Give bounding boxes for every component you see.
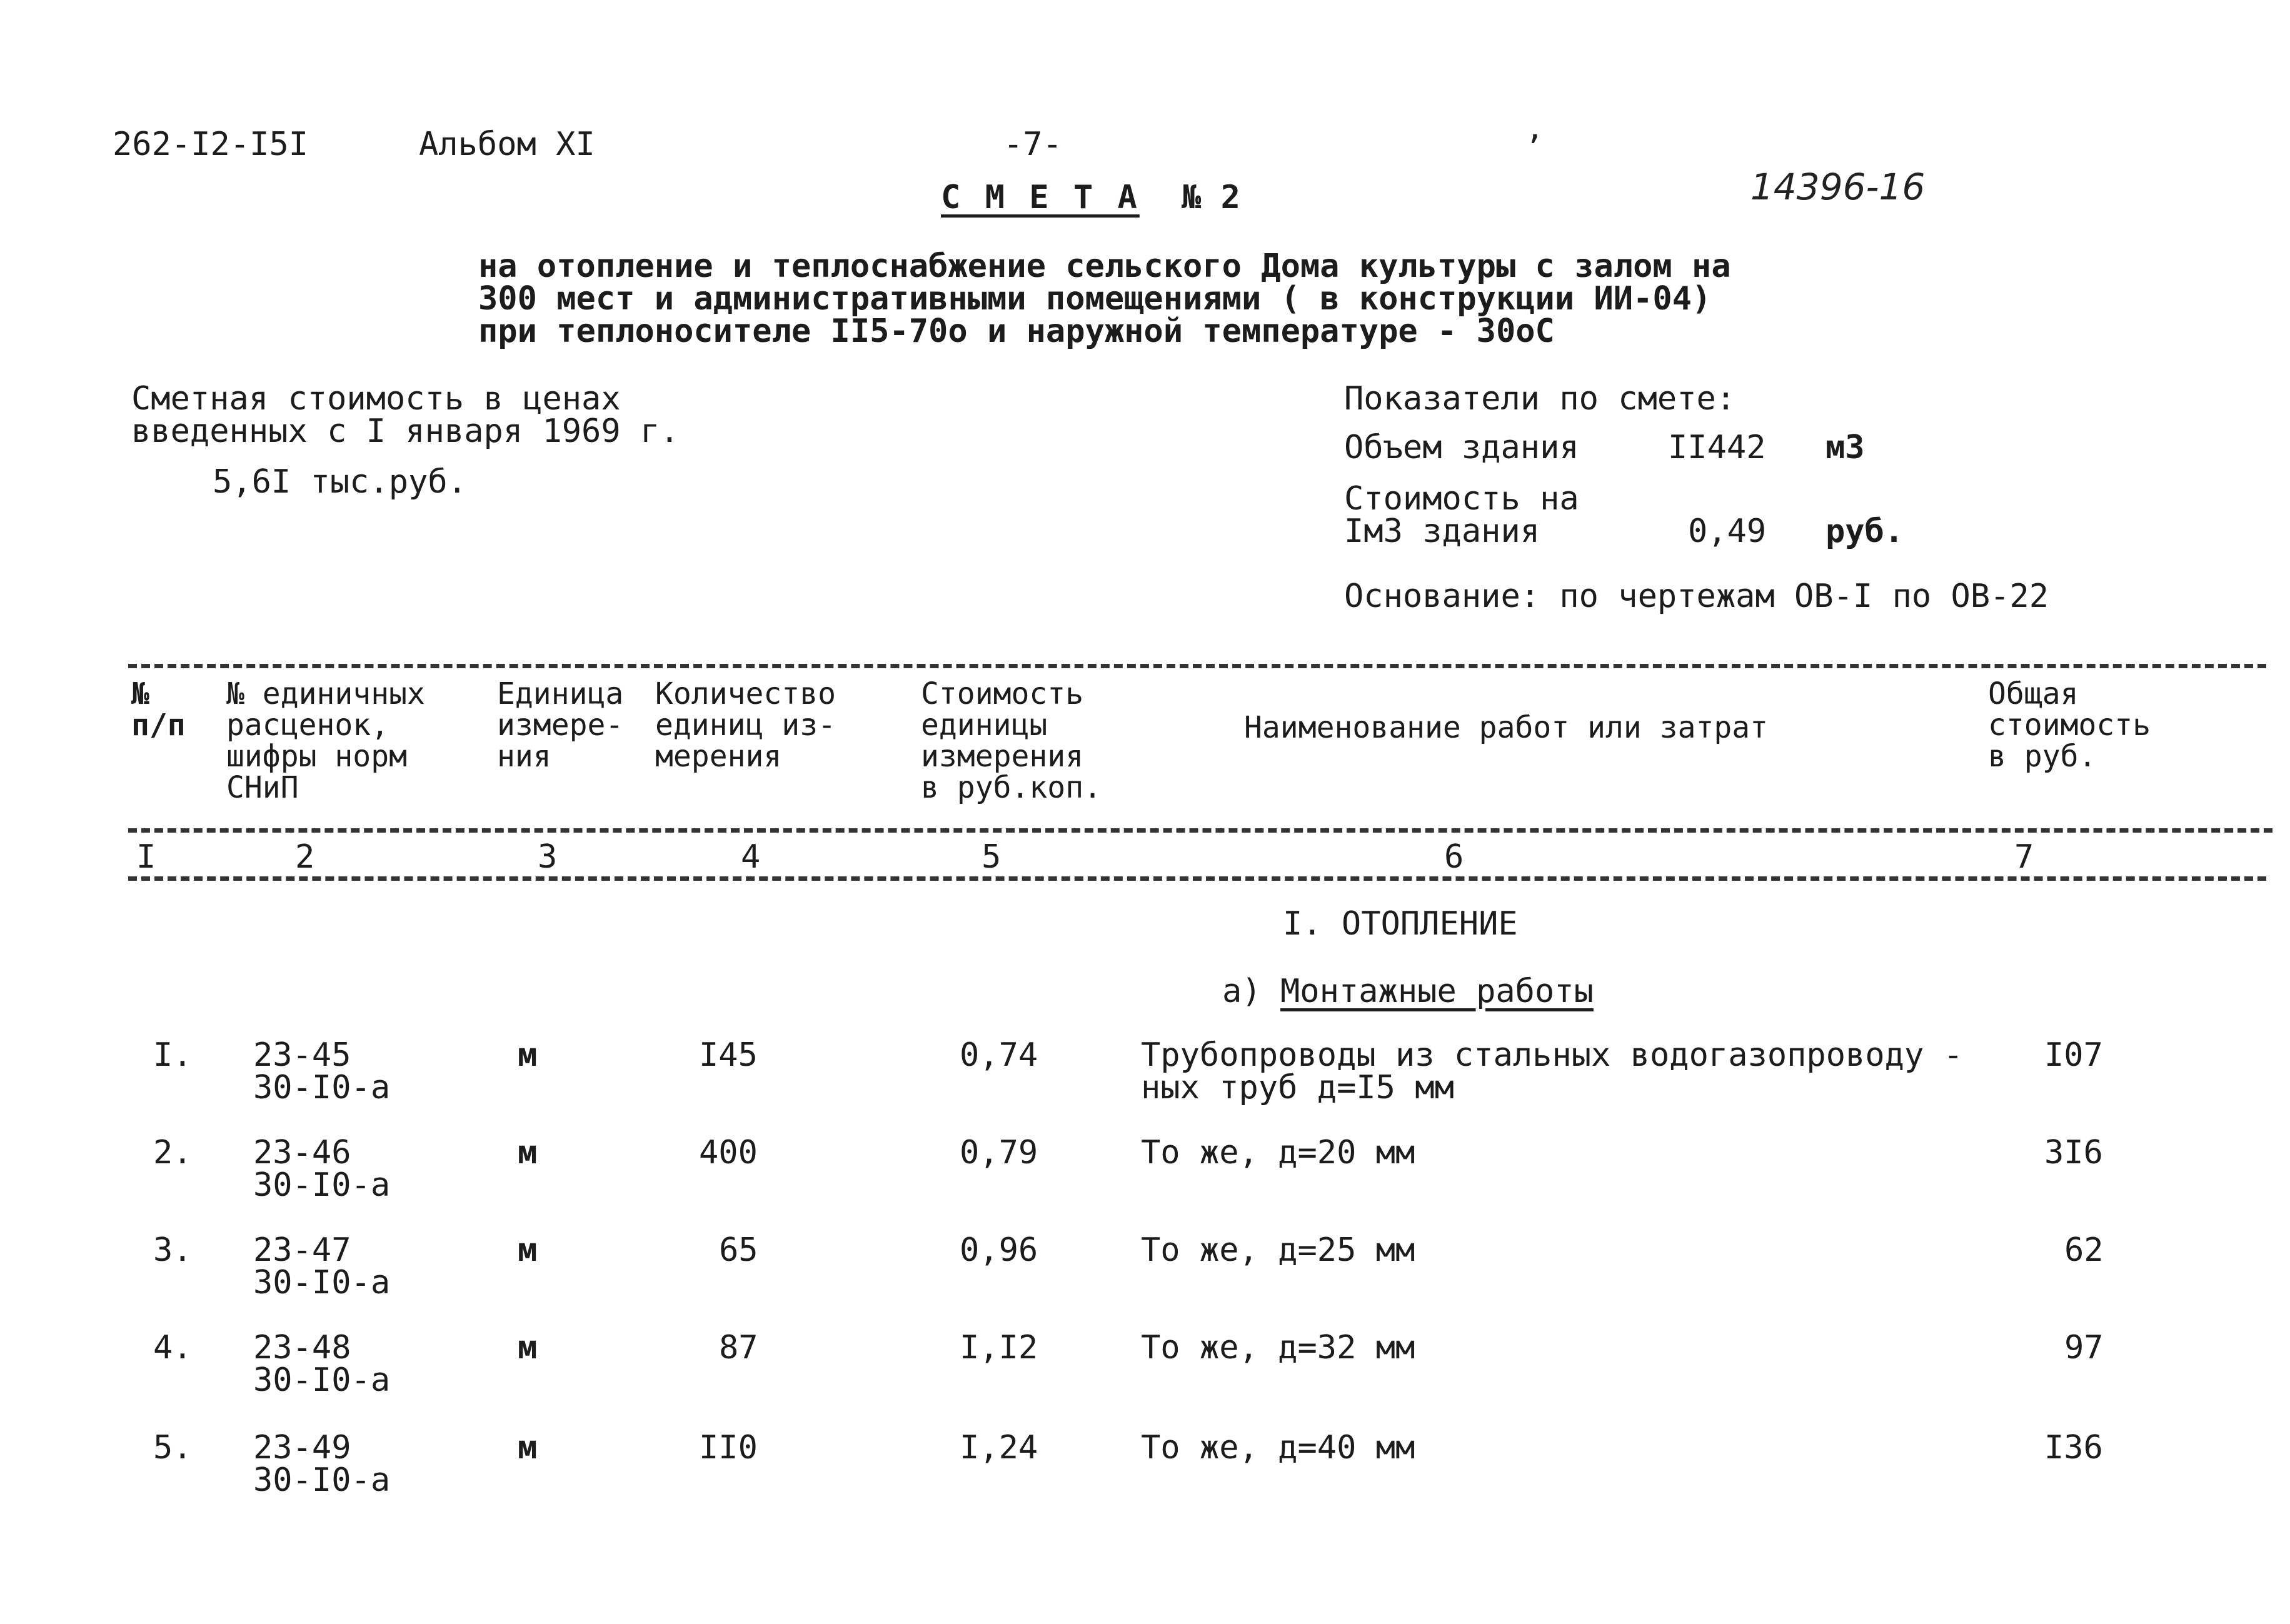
norm-code: 30-I0-а	[253, 1361, 391, 1399]
total-cost: I07	[2044, 1036, 2103, 1074]
quantity: 65	[719, 1231, 758, 1269]
work-name: То же, д=25 мм	[1141, 1231, 1415, 1269]
col-number-2: 2	[295, 838, 315, 876]
unit: м	[518, 1231, 538, 1269]
unit-cost-label	[1344, 480, 1579, 550]
col-number-7: 7	[2014, 838, 2034, 876]
norm-code: 30-I0-а	[253, 1166, 391, 1204]
album-label: Альбом XI	[419, 126, 595, 163]
header-col-7-line-3: в руб.	[1988, 739, 2097, 774]
volume-unit: м3	[1825, 429, 1865, 466]
header-col-3-line-1: Единица	[497, 676, 624, 711]
col-number-1: I	[136, 838, 156, 876]
subsection-heading: Монтажные работы	[1280, 973, 1594, 1010]
page-number: -7-	[1003, 126, 1062, 163]
work-name-cont: ных труб д=I5 мм	[1141, 1069, 1454, 1106]
cost-line-2: введенных с I января 1969 г.	[131, 413, 680, 450]
indicators-heading: Показатели по смете:	[1344, 380, 1736, 418]
unit-price: I,24	[960, 1429, 1038, 1466]
col-number-3: 3	[538, 838, 558, 876]
header-col-5	[921, 678, 1102, 803]
header-col-1-line-1: №	[131, 676, 149, 711]
header-col-5-line-4: в руб.коп.	[921, 770, 1102, 805]
row-number: I.	[153, 1036, 193, 1074]
ink-mark: ,	[1525, 110, 1545, 146]
estimated-cost-amount: 5,6I тыс.руб.	[213, 463, 467, 501]
header-col-7-line-1: Общая	[1988, 676, 2079, 711]
work-name: То же, д=40 мм	[1141, 1429, 1415, 1466]
volume-label: Объем здания	[1344, 429, 1579, 466]
header-col-5-line-3: измерения	[921, 739, 1084, 774]
header-col-4-line-1: Количество	[655, 676, 836, 711]
row-number: 3.	[153, 1231, 193, 1269]
header-col-1	[131, 678, 186, 741]
row-number: 4.	[153, 1329, 193, 1366]
header-col-2-line-2: расценок,	[226, 708, 389, 743]
document-code: 262-I2-I5I	[113, 126, 309, 163]
quantity: 400	[699, 1134, 758, 1171]
quantity: 87	[719, 1329, 758, 1366]
norm-code: 30-I0-а	[253, 1069, 391, 1106]
quantity: I45	[699, 1036, 758, 1074]
rate-code: 23-45	[253, 1036, 351, 1074]
unit-cost-value: 0,49	[1688, 513, 1767, 550]
unit: м	[518, 1134, 538, 1171]
header-bottom-rule	[128, 828, 2272, 833]
col-number-5: 5	[982, 838, 1002, 876]
unit: м	[518, 1429, 538, 1466]
unit-price: I,I2	[960, 1329, 1038, 1366]
col-number-6: 6	[1444, 838, 1464, 876]
document-title-number: № 2	[1182, 179, 1240, 216]
header-col-5-line-1: Стоимость	[921, 676, 1084, 711]
header-col-2-line-3: шифры норм	[226, 739, 407, 774]
subject-line-1: на отопление и теплоснабжение сельского Дома культуры с залом на	[478, 248, 1731, 285]
header-col-4-line-3: мерения	[655, 739, 782, 774]
work-name: Трубопроводы из стальных водогазопроводу -	[1141, 1036, 1963, 1074]
header-col-7-line-2: стоимость	[1988, 708, 2151, 743]
estimate-subject	[478, 250, 1731, 348]
header-col-2	[226, 678, 425, 803]
handwritten-number: 14396-16	[1750, 166, 1926, 208]
section-heading: I. ОТОПЛЕНИЕ	[1283, 905, 1518, 943]
quantity: II0	[699, 1429, 758, 1466]
total-cost: 97	[2064, 1329, 2104, 1366]
header-col-3	[497, 678, 623, 772]
work-name: То же, д=20 мм	[1141, 1134, 1415, 1171]
rate-code: 23-49	[253, 1429, 351, 1466]
norm-code: 30-I0-а	[253, 1264, 391, 1301]
estimate-basis: Основание: по чертежам ОВ-I по ОВ-22	[1344, 578, 2049, 615]
unit-cost-unit: руб.	[1825, 513, 1904, 550]
subsection-prefix: а)	[1222, 973, 1262, 1010]
col-number-4: 4	[741, 838, 761, 876]
unit-cost-label-2: Iм3 здания	[1344, 513, 1540, 550]
norm-code: 30-I0-а	[253, 1461, 391, 1499]
total-cost: I36	[2044, 1429, 2103, 1466]
unit-cost-label-1: Стоимость на	[1344, 480, 1579, 518]
header-col-6: Наименование работ или затрат	[1244, 710, 1769, 745]
total-cost: 62	[2064, 1231, 2104, 1269]
row-number: 2.	[153, 1134, 193, 1171]
subject-line-3: при теплоносителе II5-70о и наружной температуре - 30оС	[478, 313, 1555, 350]
header-col-2-line-1: № единичных	[226, 676, 425, 711]
header-col-7	[1988, 678, 2151, 772]
volume-value: II442	[1668, 429, 1766, 466]
unit-price: 0,74	[960, 1036, 1038, 1074]
total-cost: 3I6	[2044, 1134, 2103, 1171]
header-col-4	[655, 678, 836, 772]
header-col-3-line-2: измере-	[497, 708, 624, 743]
unit: м	[518, 1329, 538, 1366]
subject-line-2: 300 мест и административными помещениями ( в конструкции ИИ-04)	[478, 280, 1712, 318]
work-name: То же, д=32 мм	[1141, 1329, 1415, 1366]
estimated-cost-block	[131, 380, 680, 450]
col-numbers-rule	[128, 876, 2266, 881]
unit-price: 0,96	[960, 1231, 1038, 1269]
header-col-5-line-2: единицы	[921, 708, 1048, 743]
rate-code: 23-48	[253, 1329, 351, 1366]
row-number: 5.	[153, 1429, 193, 1466]
table-top-rule	[128, 664, 2266, 668]
header-col-4-line-2: единиц из-	[655, 708, 836, 743]
document-title: С М Е Т А	[941, 179, 1140, 216]
unit: м	[518, 1036, 538, 1074]
header-col-1-line-2: п/п	[131, 708, 186, 743]
header-col-2-line-4: СНиП	[226, 770, 299, 805]
rate-code: 23-47	[253, 1231, 351, 1269]
header-col-3-line-3: ния	[497, 739, 551, 774]
cost-line-1: Сметная стоимость в ценах	[131, 380, 621, 418]
unit-price: 0,79	[960, 1134, 1038, 1171]
rate-code: 23-46	[253, 1134, 351, 1171]
